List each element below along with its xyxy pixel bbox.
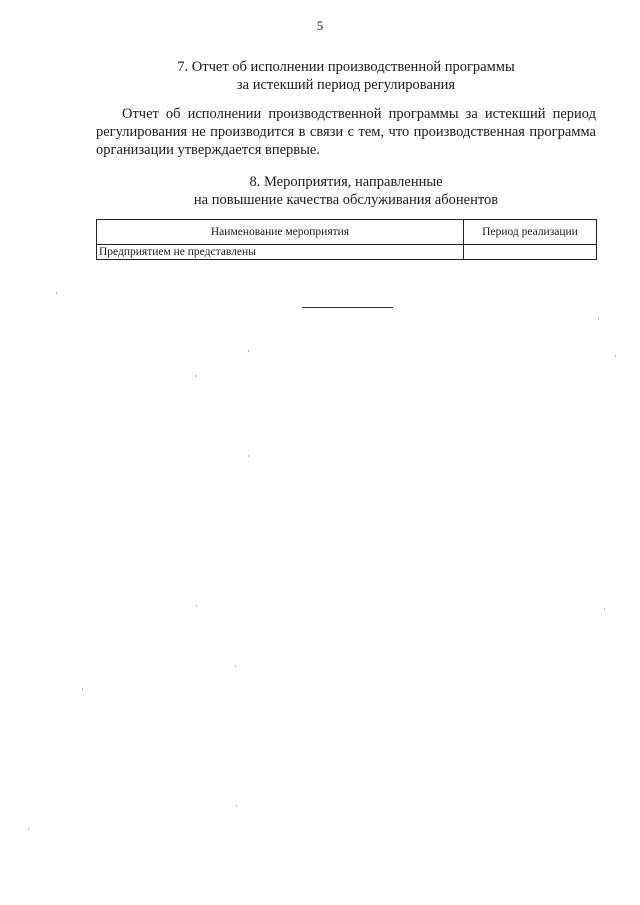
scan-speck (82, 688, 83, 690)
section-8-title-line-2: на повышение качества обслуживания абонентов (193, 192, 499, 208)
scan-speck (235, 665, 236, 667)
scan-speck (28, 828, 29, 830)
scan-speck (56, 292, 57, 294)
page-number: 5 (316, 18, 324, 33)
section-8-title-line-1: 8. Мероприятия, направленные (249, 174, 443, 190)
scan-speck (248, 350, 249, 352)
closing-rule (302, 307, 393, 308)
section-8-heading (96, 173, 596, 209)
section-7-paragraph: Отчет об исполнении производственной программы за истекший период регулирования не производится в связи с тем, что производственная программа организации утверждается впервые. (96, 106, 596, 158)
column-header-measure-name: Наименование мероприятия (97, 220, 464, 245)
scan-speck (604, 608, 605, 610)
scan-speck (598, 318, 599, 320)
section-7-heading (96, 58, 596, 94)
table-header-row (97, 220, 597, 245)
section-7-title-line-2: за истекший период регулирования (236, 77, 456, 93)
table-cell-measure-name: Предприятием не представлены (97, 245, 464, 260)
table-row (97, 245, 597, 260)
scan-speck (615, 355, 616, 357)
measures-table (96, 219, 597, 260)
scan-speck (248, 455, 249, 457)
table-cell-period (463, 245, 596, 260)
column-header-period: Период реализации (463, 220, 596, 245)
scan-speck (196, 605, 197, 607)
section-7-title-line-1: 7. Отчет об исполнении производственной программы (177, 59, 515, 75)
scan-speck (195, 375, 196, 377)
scan-speck (236, 805, 237, 807)
